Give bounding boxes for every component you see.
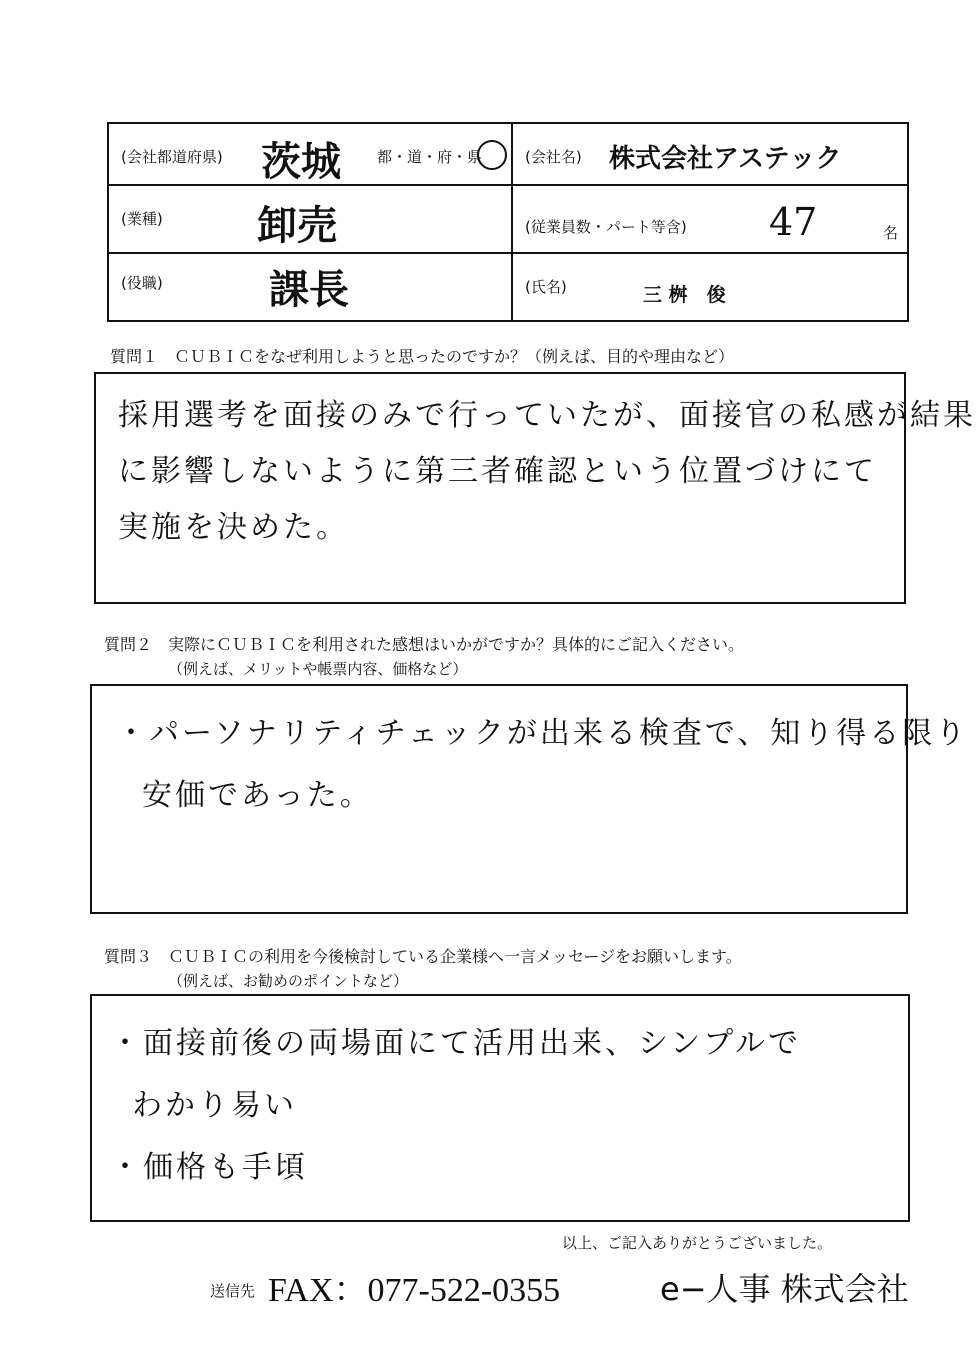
prefecture-label: (会社都道府県) (121, 148, 223, 166)
q2-heading: 質問２ 実際にＣＵＢＩＣを利用された感想はいかがですか？具体的にご記入ください。 (104, 635, 745, 654)
footer-company: e−人事 株式会社 (660, 1270, 909, 1308)
q1-heading: 質問１ ＣＵＢＩＣをなぜ利用しようと思ったのですか？（例えば、目的や理由など） (110, 347, 735, 366)
name-label: (氏名) (525, 278, 567, 296)
table-divider-row1 (109, 184, 907, 186)
position-label: (役職) (121, 274, 163, 292)
q3-answer-line: ・価格も手頃 (110, 1150, 308, 1185)
q1-answer-line: 実施を決めた。 (118, 510, 349, 545)
industry-value: 卸売 (257, 202, 337, 249)
company-value: 株式会社アステック (609, 144, 842, 174)
table-divider-vertical (511, 124, 513, 320)
q2-answer-line: ・パーソナリティチェックが出来る検査で、知り得る限り (116, 716, 969, 751)
fax-number: FAX：077-522-0355 (268, 1272, 561, 1309)
q3-heading: 質問３ ＣＵＢＩＣの利用を今後検討している企業様へ一言メッセージをお願いします。 (104, 947, 742, 966)
q3-answer-line: ・面接前後の両場面にて活用出来、シンプルで (110, 1026, 802, 1061)
selected-ken-circle (477, 140, 507, 170)
q2-answer-box (90, 684, 969, 914)
company-label: (会社名) (525, 148, 582, 166)
q3-subheading: （例えば、お勧めのポイントなど） (168, 972, 409, 990)
fax-prefix: 送信先 (210, 1282, 256, 1300)
q3-answer-line: わかり易い (132, 1088, 297, 1123)
q2-answer-line: 安価であった。 (142, 778, 373, 813)
q3-answer-box (90, 994, 910, 1222)
position-value: 課長 (269, 266, 349, 313)
q2-subheading: （例えば、メリットや帳票内容、価格など） (168, 660, 468, 678)
q1-answer-line: に影響しないように第三者確認という位置づけにて (118, 454, 877, 489)
prefecture-value: 茨城 (261, 138, 341, 185)
prefecture-suffix: 都・道・府・県 (377, 148, 483, 166)
employees-label: (従業員数・パート等含) (525, 218, 687, 236)
table-divider-row2 (109, 252, 907, 254)
employees-unit: 名 (883, 224, 899, 242)
q1-answer-box (94, 372, 976, 604)
name-value: 三 桝 俊 (643, 284, 726, 306)
thanks-note: 以上、ご記入ありがとうございました。 (562, 1234, 833, 1252)
info-table (107, 122, 909, 322)
q1-answer-line: 採用選考を面接のみで行っていたが、面接官の私感が結果 (118, 398, 976, 433)
employees-value: 47 (769, 200, 818, 244)
industry-label: (業種) (121, 210, 163, 228)
